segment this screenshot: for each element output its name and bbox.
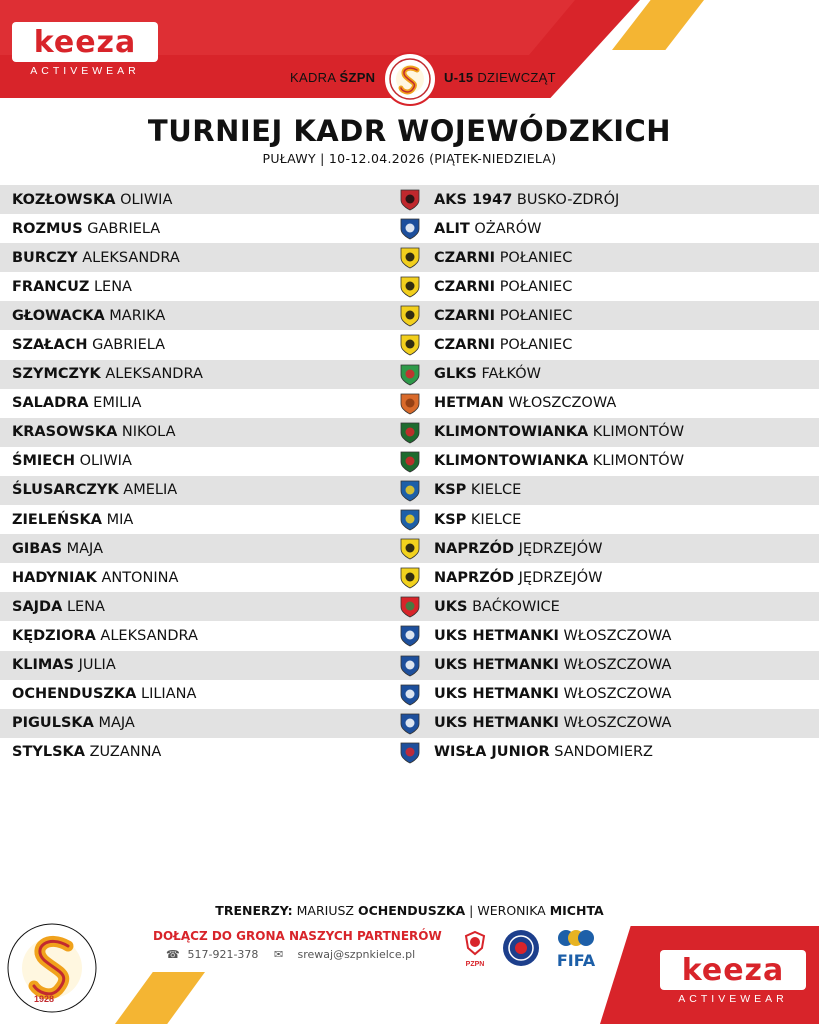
club-crest-icon — [398, 333, 422, 356]
contact-email: ✉ srewaj@szpnkielce.pl — [274, 948, 416, 961]
club-crest-icon — [398, 537, 422, 560]
club-crest-icon — [398, 654, 422, 677]
player-name: STYLSKA ZUZANNA — [12, 744, 162, 761]
player-name: PIGULSKA MAJA — [12, 715, 135, 732]
player-name: GIBAS MAJA — [12, 540, 103, 557]
player-name: GŁOWACKA MARIKA — [12, 307, 166, 324]
player-name: HADYNIAK ANTONINA — [12, 569, 179, 586]
brand-name-bottom: keeza — [681, 952, 785, 988]
phone-icon: ☎ — [166, 948, 180, 961]
mail-icon: ✉ — [274, 948, 284, 961]
club-name: KSP KIELCE — [434, 511, 522, 528]
brand-tagline-bottom: ACTIVEWEAR — [678, 993, 788, 1005]
club-name: WISŁA JUNIOR SANDOMIERZ — [434, 744, 653, 761]
roster-row — [0, 505, 819, 534]
club-name: AKS 1947 BUSKO-ZDRÓJ — [434, 191, 620, 208]
coaches-line: TRENERZY: MARIUSZ OCHENDUSZKA | WERONIKA MICHTA — [215, 903, 604, 918]
club-name: NAPRZÓD JĘDRZEJÓW — [434, 569, 603, 586]
player-name: KOZŁOWSKA OLIWIA — [12, 191, 173, 208]
partners-cta: DOŁĄCZ DO GRONA NASZYCH PARTNERÓW — [153, 929, 442, 943]
player-name: ZIELEŃSKA MIA — [12, 511, 134, 528]
szpn-emblem-large-icon: 1928 — [4, 916, 100, 1016]
roster-row — [0, 389, 819, 418]
club-name: CZARNI POŁANIEC — [434, 337, 573, 354]
player-name: BURCZY ALEKSANDRA — [12, 249, 180, 266]
club-crest-icon — [398, 188, 422, 211]
club-name: CZARNI POŁANIEC — [434, 307, 573, 324]
player-name: SZYMCZYK ALEKSANDRA — [12, 366, 203, 383]
pzpn-logo-icon: PZPN — [460, 930, 490, 968]
header-left-label: KADRA ŚZPN — [290, 70, 376, 85]
roster-row — [0, 243, 819, 272]
roster-row — [0, 563, 819, 592]
player-name: ŚLUSARCZYK AMELIA — [12, 482, 178, 499]
club-name: NAPRZÓD JĘDRZEJÓW — [434, 540, 603, 557]
club-name: GLKS FAŁKÓW — [434, 366, 541, 383]
club-crest-icon — [398, 304, 422, 327]
player-name: KRASOWSKA NIKOLA — [12, 424, 176, 441]
page-title: TURNIEJ KADR WOJEWÓDZKICH — [147, 114, 672, 148]
brand-name: keeza — [33, 24, 137, 60]
club-name: UKS HETMANKI WŁOSZCZOWA — [434, 715, 672, 732]
club-crest-icon — [398, 275, 422, 298]
player-name: ROZMUS GABRIELA — [12, 220, 161, 237]
brand-logo-top — [12, 22, 158, 77]
brand-tagline: ACTIVEWEAR — [30, 65, 140, 77]
roster-row — [0, 214, 819, 243]
club-name: KSP KIELCE — [434, 482, 522, 499]
player-name: SALADRA EMILIA — [12, 395, 142, 412]
club-crest-icon — [398, 450, 422, 473]
roster-row — [0, 738, 819, 767]
club-crest-icon — [398, 217, 422, 240]
roster-list — [0, 185, 819, 767]
roster-row — [0, 301, 819, 330]
player-name: SZAŁACH GABRIELA — [12, 337, 166, 354]
club-name: KLIMONTOWIANKA KLIMONTÓW — [434, 453, 685, 470]
player-name: KĘDZIORA ALEKSANDRA — [12, 627, 198, 644]
szpn-emblem-icon — [383, 52, 437, 106]
club-crest-icon — [398, 624, 422, 647]
brand-logo-bottom — [660, 950, 806, 1005]
header-right-label: U-15 DZIEWCZĄT — [444, 70, 556, 85]
page-subtitle: PUŁAWY | 10-12.04.2026 (PIĄTEK-NIEDZIELA) — [262, 151, 557, 166]
player-name: KLIMAS JULIA — [12, 657, 116, 674]
roster-row — [0, 185, 819, 214]
roster-row — [0, 621, 819, 650]
club-name: ALIT OŻARÓW — [434, 220, 542, 237]
player-name: SAJDA LENA — [12, 598, 105, 615]
roster-row — [0, 651, 819, 680]
player-name: FRANCUZ LENA — [12, 278, 132, 295]
roster-row — [0, 272, 819, 301]
club-crest-icon — [398, 479, 422, 502]
club-crest-icon — [398, 392, 422, 415]
club-name: UKS HETMANKI WŁOSZCZOWA — [434, 657, 672, 674]
club-crest-icon — [398, 363, 422, 386]
club-crest-icon — [398, 246, 422, 269]
roster-row — [0, 418, 819, 447]
roster-row — [0, 709, 819, 738]
club-crest-icon — [398, 421, 422, 444]
club-name: UKS BAĆKOWICE — [434, 598, 560, 615]
club-name: UKS HETMANKI WŁOSZCZOWA — [434, 627, 672, 644]
club-crest-icon — [398, 712, 422, 735]
player-name: ŚMIECH OLIWIA — [12, 453, 132, 470]
fifa-logo-icon: FIFA — [554, 928, 598, 969]
uefa-logo-icon — [501, 928, 541, 968]
club-crest-icon — [398, 595, 422, 618]
roster-row — [0, 680, 819, 709]
club-crest-icon — [398, 508, 422, 531]
club-name: CZARNI POŁANIEC — [434, 278, 573, 295]
club-name: CZARNI POŁANIEC — [434, 249, 573, 266]
club-crest-icon — [398, 741, 422, 764]
club-crest-icon — [398, 566, 422, 589]
roster-row — [0, 447, 819, 476]
roster-row — [0, 592, 819, 621]
club-name: KLIMONTOWIANKA KLIMONTÓW — [434, 424, 685, 441]
player-name: OCHENDUSZKA LILIANA — [12, 686, 197, 703]
club-name: UKS HETMANKI WŁOSZCZOWA — [434, 686, 672, 703]
roster-row — [0, 330, 819, 359]
footer-gold-stripe — [115, 972, 205, 1024]
roster-row — [0, 534, 819, 563]
roster-row — [0, 360, 819, 389]
contact-phone: ☎ 517-921-378 — [166, 948, 259, 961]
roster-row — [0, 476, 819, 505]
club-crest-icon — [398, 683, 422, 706]
club-name: HETMAN WŁOSZCZOWA — [434, 395, 617, 412]
